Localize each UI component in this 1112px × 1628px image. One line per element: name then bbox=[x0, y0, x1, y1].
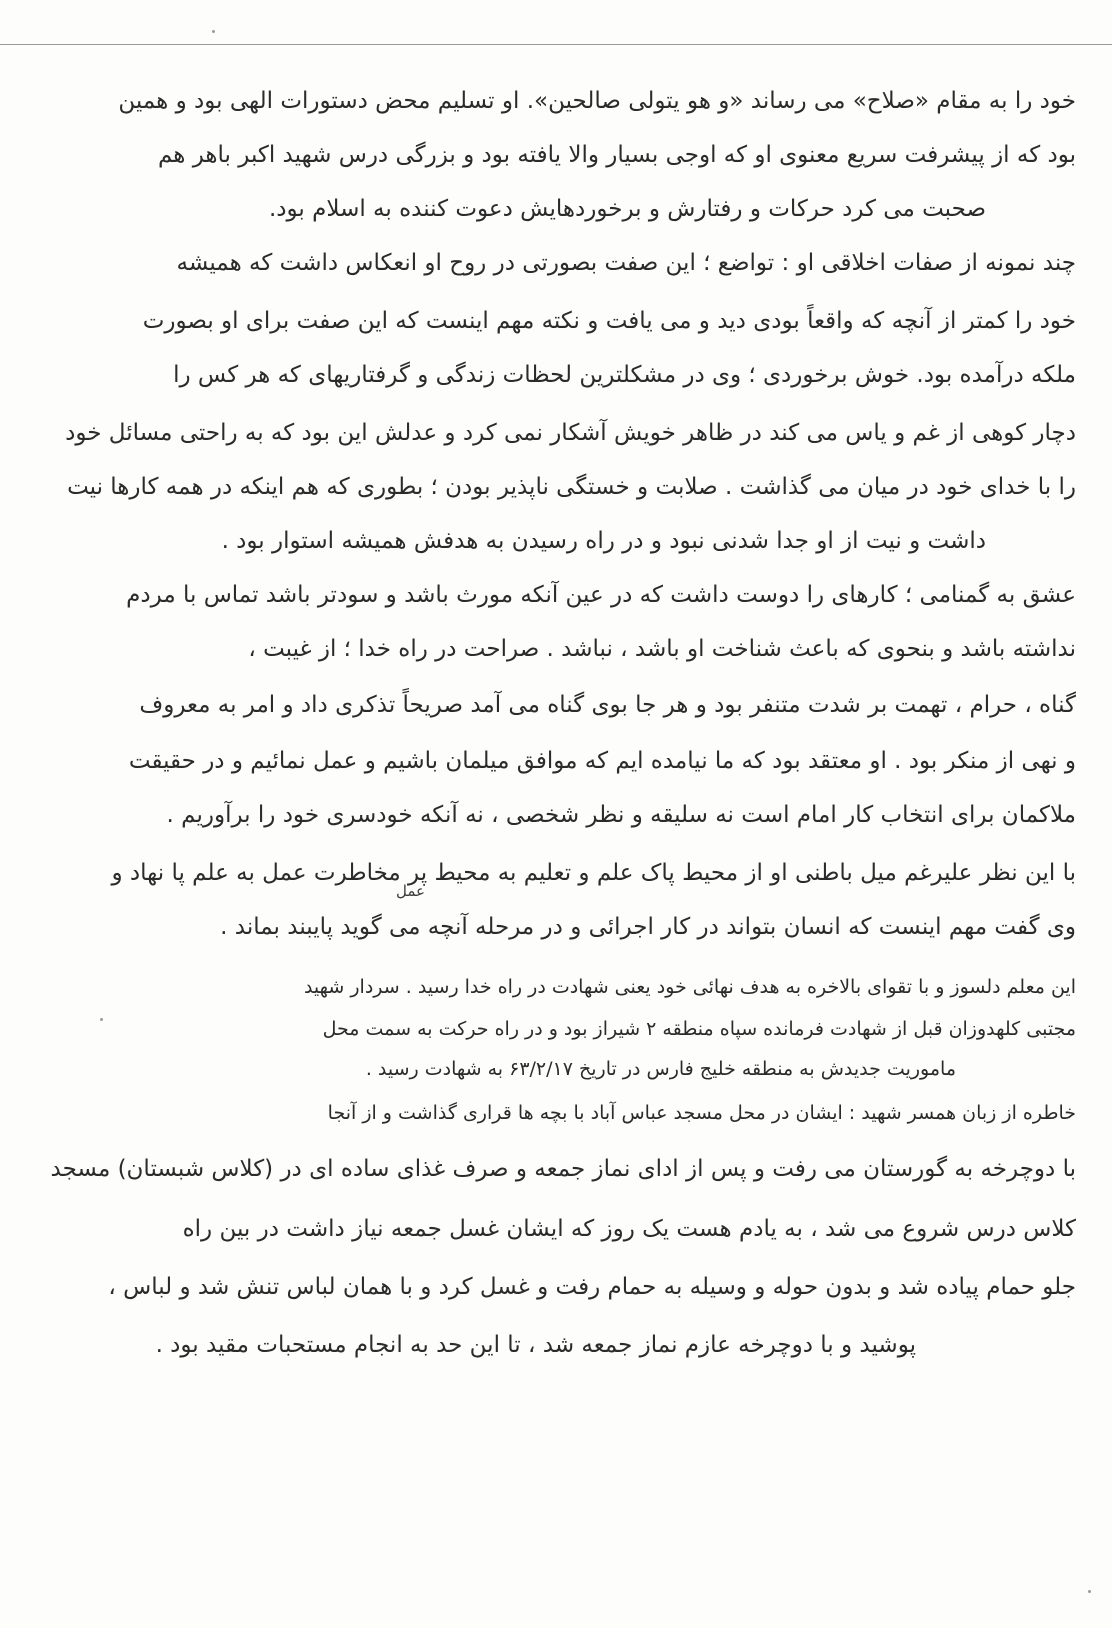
text-line-21: با دوچرخه به گورستان می رفت و پس از ادای نماز جمعه و صرف غذای ساده ای در (کلاس شبستان) مسجد bbox=[50, 1156, 1076, 1182]
text-line-23: جلو حمام پیاده شد و بدون حوله و وسیله به حمام رفت و غسل کرد و با همان لباس تنش شد و لباس ، bbox=[108, 1274, 1076, 1300]
text-line-12: گناه ، حرام ، تهمت بر شدت متنفر بود و هر جا بوی گناه می آمد صریحاً تذکری داد و امر به معروف bbox=[139, 692, 1076, 718]
text-line-18: مجتبی کلهدوزان قبل از شهادت فرمانده سپاه منطقه ۲ شیراز بود و در راه حرکت به سمت محل bbox=[322, 1018, 1076, 1040]
text-line-20: خاطره از زبان همسر شهید : ایشان در محل مسجد عباس آباد با بچه ها قراری گذاشت و از آنجا bbox=[327, 1102, 1076, 1124]
text-line-24: پوشید و با دوچرخه عازم نماز جمعه شد ، تا این حد به انجام مستحبات مقید بود . bbox=[155, 1332, 916, 1358]
text-line-1: خود را به مقام «صلاح» می رساند «و هو یتولی صالحین». او تسلیم محض دستورات الهی بود و همین bbox=[118, 88, 1076, 114]
text-line-4: چند نمونه از صفات اخلاقی او : تواضع ؛ این صفت بصورتی در روح او انعکاس داشت که همیشه bbox=[176, 250, 1076, 276]
interlinear-correction: عمل bbox=[396, 882, 425, 900]
text-line-13: و نهی از منکر بود . او معتقد بود که ما نیامده ایم که موافق میلمان باشیم و عمل نمائیم و در حقیقت bbox=[128, 748, 1076, 774]
paper-speck bbox=[1088, 1590, 1091, 1593]
text-line-10: عشق به گمنامی ؛ کارهای را دوست داشت که در عین آنکه مورث باشد و سودتر باشد تماس با مردم bbox=[126, 582, 1076, 608]
text-line-11: نداشته باشد و بنحوی که باعث شناخت او باشد ، نباشد . صراحت در راه خدا ؛ از غیبت ، bbox=[248, 636, 1076, 662]
paper-speck bbox=[100, 1018, 103, 1021]
text-line-6: ملکه درآمده بود. خوش برخوردی ؛ وی در مشکلترین لحظات زندگی و گرفتاریهای که هر کس را bbox=[173, 362, 1076, 388]
text-line-22: کلاس درس شروع می شد ، به یادم هست یک روز که ایشان غسل جمعه نیاز داشت در بین راه bbox=[182, 1216, 1076, 1242]
text-line-9: داشت و نیت از او جدا شدنی نبود و در راه رسیدن به هدفش همیشه استوار بود . bbox=[221, 528, 986, 554]
text-line-15: با این نظر علیرغم میل باطنی او از محیط پاک علم و تعلیم به محیط پر مخاطرت عمل به علم پا نهاد و bbox=[111, 860, 1076, 886]
text-line-17: این معلم دلسوز و با تقوای بالاخره به هدف نهائی خود یعنی شهادت در راه خدا رسید . سردار شهید bbox=[303, 976, 1076, 998]
text-line-3: صحبت می کرد حرکات و رفتارش و برخوردهایش دعوت کننده به اسلام بود. bbox=[268, 196, 986, 222]
text-line-7: دچار کوهی از غم و یاس می کند در ظاهر خویش آشکار نمی کرد و عدلش این بود که به راحتی مسائل خود bbox=[65, 420, 1076, 446]
text-line-2: بود که از پیشرفت سریع معنوی او که اوجی بسیار والا یافته بود و بزرگی درس شهید اکبر باهر هم bbox=[157, 142, 1076, 168]
text-line-14: ملاکمان برای انتخاب کار امام است نه سلیقه و نظر شخصی ، نه آنکه خودسری خود را برآوریم . bbox=[166, 802, 1076, 828]
paper-speck bbox=[212, 30, 215, 33]
text-line-8: را با خدای خود در میان می گذاشت . صلابت و خستگی ناپذیر بودن ؛ بطوری که هم اینکه در همه کارها نیت bbox=[67, 474, 1076, 500]
text-line-16: وی گفت مهم اینست که انسان بتواند در کار اجرائی و در مرحله آنچه می گوید پایبند بماند . bbox=[220, 914, 1076, 940]
text-line-19: ماموریت جدیدش به منطقه خلیج فارس در تاریخ ۶۳/۲/۱۷ به شهادت رسید . bbox=[365, 1058, 956, 1080]
text-line-5: خود را کمتر از آنچه که واقعاً بودی دید و می یافت و نکته مهم اینست که این صفت برای او بصورت bbox=[142, 308, 1076, 334]
top-margin-line bbox=[0, 44, 1112, 45]
